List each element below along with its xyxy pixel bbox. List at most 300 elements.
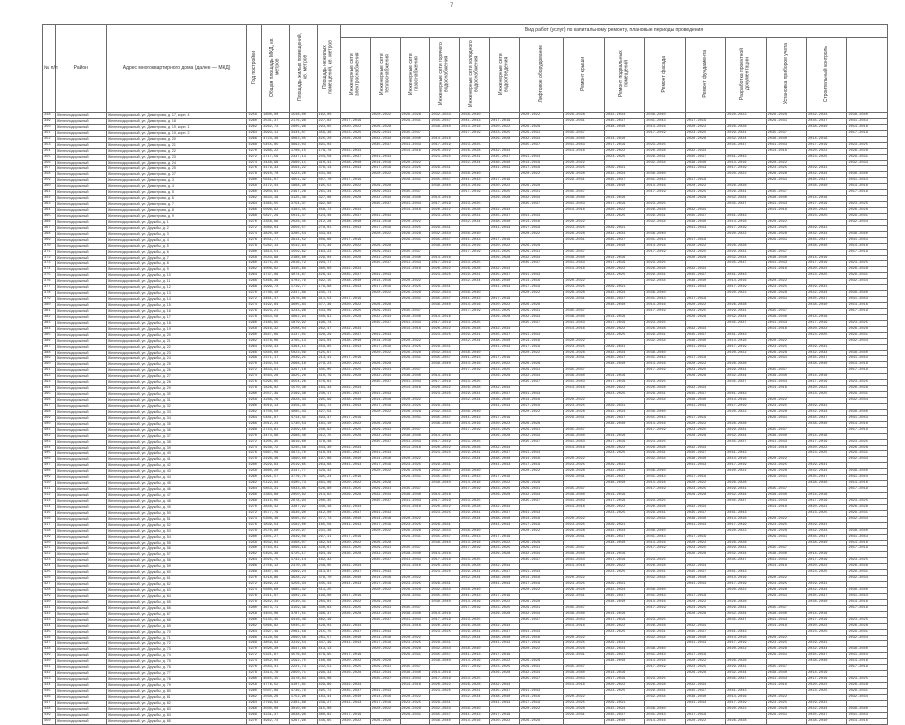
period-cell: 2023-2025 (645, 498, 685, 504)
nonliving-area-cell: 428,67 (317, 546, 340, 552)
period-cell: 2020-2022 (370, 528, 400, 534)
period-cell: 2032-2034 (430, 113, 460, 119)
total-area-cell: 3474,98 (262, 433, 290, 439)
period-cell: 2020-2022 (519, 588, 564, 594)
period-cell: 2020-2022 (340, 718, 370, 724)
address-cell: Железнодорожный, ул. Дружбы, д. 58 (106, 558, 246, 564)
row-number: 400 (43, 421, 56, 427)
period-cell: 2038-2040 (645, 469, 685, 475)
period-cell: 2038-2040 (604, 124, 644, 130)
period-cell: 2029-2031 (460, 392, 490, 398)
district-cell: Железнодорожный (55, 356, 106, 362)
period-cell: 2029-2031 (400, 475, 430, 481)
total-area-cell: 5321,67 (262, 653, 290, 659)
period-cell: 2029-2031 (430, 582, 460, 588)
total-area-cell: 5135,45 (262, 617, 290, 623)
row-number: 404 (43, 445, 56, 451)
period-cell: 2020-2022 (489, 124, 519, 130)
period-cell: 2026-2028 (340, 136, 370, 142)
period-cell: 2017-2019 (519, 344, 564, 350)
year-cell: 1970 (247, 148, 262, 154)
year-cell: 1974 (247, 516, 262, 522)
nonliving-area-cell: 491,03 (317, 142, 340, 148)
period-cell: 2014-2016 (564, 564, 604, 570)
district-cell: Железнодорожный (55, 504, 106, 510)
period-cell: 2026-2028 (766, 172, 806, 178)
period-cell: 2041-2043 (370, 154, 400, 160)
period-cell: 2014-2016 (847, 421, 888, 427)
period-cell: 2026-2028 (726, 540, 766, 546)
period-cell: 2041-2043 (460, 237, 490, 243)
period-cell: 2029-2031 (604, 700, 644, 706)
year-cell: 1972 (247, 582, 262, 588)
period-cell: 2017-2019 (460, 427, 490, 433)
period-cell: 2032-2034 (685, 504, 725, 510)
period-cell: 2032-2034 (847, 516, 888, 522)
address-cell: Железнодорожный, ул. Дружбы, д. 74 (106, 653, 246, 659)
period-cell: 2038-2040 (604, 243, 644, 249)
nonliving-area-cell: 359,38 (317, 130, 340, 136)
living-area-cell: 3754,37 (289, 202, 317, 208)
period-cell: 2020-2022 (370, 409, 400, 415)
year-cell: 1958 (247, 326, 262, 332)
row-number: 351 (43, 130, 56, 136)
living-area-cell: 3147,77 (289, 469, 317, 475)
period-cell: 2032-2034 (847, 694, 888, 700)
row-number: 425 (43, 570, 56, 576)
period-cell: 2017-2019 (604, 142, 644, 148)
address-cell: Железнодорожный, ул. Дружбы, д. 37 (106, 433, 246, 439)
period-cell: 2038-2040 (340, 694, 370, 700)
period-cell: 2014-2016 (807, 314, 847, 320)
period-cell: 2035-2037 (400, 546, 430, 552)
period-cell: 2026-2028 (370, 481, 400, 487)
living-area-cell: 1890,68 (289, 457, 317, 463)
row-number: 386 (43, 338, 56, 344)
period-cell: 2041-2043 (847, 297, 888, 303)
row-number: 407 (43, 463, 56, 469)
period-cell: 2038-2040 (564, 136, 604, 142)
address-cell: Железнодорожный, ул. Дружбы, д. 69 (106, 623, 246, 629)
district-cell: Железнодорожный (55, 629, 106, 635)
year-cell: 1962 (247, 623, 262, 629)
period-cell: 2026-2028 (489, 552, 519, 558)
address-cell: Железнодорожный, ул. Дружбы, д. 24 (106, 356, 246, 362)
period-cell: 2029-2031 (604, 403, 644, 409)
period-cell: 2023-2025 (847, 261, 888, 267)
row-number: 449 (43, 712, 56, 718)
period-cell: 2020-2022 (370, 706, 400, 712)
address-cell: Железнодорожный, ул. Димитрова, д. 4 (106, 184, 246, 190)
period-cell: 2026-2028 (400, 647, 430, 653)
period-cell: 2032-2034 (807, 231, 847, 237)
period-cell: 2038-2040 (766, 671, 806, 677)
period-cell: 2041-2043 (726, 688, 766, 694)
period-cell: 2041-2043 (726, 510, 766, 516)
period-cell: 2017-2019 (430, 202, 460, 208)
year-cell: 1966 (247, 493, 262, 499)
period-cell: 2026-2028 (400, 172, 430, 178)
total-area-cell: 2903,81 (262, 190, 290, 196)
total-area-cell: 3128,56 (262, 635, 290, 641)
period-cell: 2032-2034 (645, 279, 685, 285)
address-cell: Железнодорожный, ул. Дружбы, д. 49 (106, 504, 246, 510)
period-cell: 2026-2028 (726, 184, 766, 190)
period-cell: 2029-2031 (370, 427, 400, 433)
period-cell: 2035-2037 (766, 665, 806, 671)
district-cell: Железнодорожный (55, 249, 106, 255)
year-cell: 1974 (247, 160, 262, 166)
period-cell: 2023-2025 (685, 368, 725, 374)
period-cell: 2035-2037 (519, 261, 564, 267)
period-cell: 2035-2037 (489, 688, 519, 694)
period-cell: 2017-2019 (604, 380, 644, 386)
address-cell: Железнодорожный, ул. Димитрова, д. 9 (106, 213, 246, 219)
period-cell: 2041-2043 (847, 356, 888, 362)
period-cell: 2014-2016 (726, 160, 766, 166)
period-cell: 2020-2022 (370, 291, 400, 297)
period-cell: 2032-2034 (685, 445, 725, 451)
living-area-cell: 1708,15 (289, 148, 317, 154)
period-cell: 2026-2028 (726, 243, 766, 249)
living-area-cell: 2028,45 (289, 219, 317, 225)
period-cell: 2041-2043 (370, 273, 400, 279)
period-cell: 2023-2025 (430, 451, 460, 457)
period-cell: 2032-2034 (604, 291, 644, 297)
period-cell: 2041-2043 (519, 392, 564, 398)
period-cell: 2032-2034 (645, 398, 685, 404)
total-area-cell: 2743,61 (262, 427, 290, 433)
district-cell: Железнодорожный (55, 605, 106, 611)
period-cell: 2032-2034 (604, 350, 644, 356)
period-cell: 2026-2028 (685, 493, 725, 499)
period-cell: 2014-2016 (460, 718, 490, 724)
period-cell: 2041-2043 (460, 356, 490, 362)
district-cell: Железнодорожный (55, 415, 106, 421)
period-cell: 2029-2031 (604, 463, 644, 469)
period-cell: 2029-2031 (847, 332, 888, 338)
period-cell: 2035-2037 (807, 178, 847, 184)
row-number: 412 (43, 493, 56, 499)
period-cell: 2026-2028 (519, 718, 564, 724)
address-cell: Железнодорожный, ул. Дружбы, д. 4 (106, 237, 246, 243)
period-cell: 2029-2031 (564, 297, 604, 303)
district-cell: Железнодорожный (55, 332, 106, 338)
period-cell: 2020-2022 (489, 718, 519, 724)
living-area-cell: 2347,89 (289, 291, 317, 297)
row-number: 399 (43, 415, 56, 421)
living-area-cell: 2530,41 (289, 599, 317, 605)
period-cell: 2038-2040 (430, 421, 460, 427)
period-cell: 2029-2031 (807, 403, 847, 409)
period-cell: 2029-2031 (726, 308, 766, 314)
total-area-cell: 3301,27 (262, 534, 290, 540)
period-cell: 2023-2025 (460, 202, 490, 208)
address-cell: Железнодорожный, ул. Дружбы, д. 40 (106, 451, 246, 457)
period-cell: 2041-2043 (645, 534, 685, 540)
period-cell: 2029-2031 (564, 475, 604, 481)
period-cell: 2014-2016 (430, 255, 460, 261)
address-cell: Железнодорожный, ул. Дружбы, д. 35 (106, 421, 246, 427)
row-number: 444 (43, 683, 56, 689)
period-cell: 2020-2022 (519, 647, 564, 653)
period-cell: 2020-2022 (400, 219, 430, 225)
period-cell: 2035-2037 (685, 629, 725, 635)
period-cell: 2017-2019 (807, 439, 847, 445)
period-cell: 2035-2037 (807, 237, 847, 243)
period-cell: 2038-2040 (400, 136, 430, 142)
address-cell: Железнодорожный, ул. Димитрова, д. 3 (106, 178, 246, 184)
period-cell: 2014-2016 (847, 659, 888, 665)
period-cell: 2023-2025 (645, 380, 685, 386)
district-cell: Железнодорожный (55, 641, 106, 647)
period-cell: 2035-2037 (370, 498, 400, 504)
address-cell: Железнодорожный, ул. Дружбы, д. 75 (106, 659, 246, 665)
period-cell: 2014-2016 (604, 493, 644, 499)
period-cell: 2017-2019 (726, 344, 766, 350)
period-cell: 2026-2028 (489, 255, 519, 261)
total-area-cell: 1839,53 (262, 522, 290, 528)
period-cell: 2017-2019 (370, 166, 400, 172)
row-number: 379 (43, 297, 56, 303)
district-cell: Железнодорожный (55, 398, 106, 404)
period-cell: 2017-2019 (807, 320, 847, 326)
total-area-cell: 1852,04 (262, 659, 290, 665)
period-cell: 2038-2040 (645, 231, 685, 237)
period-cell: 2020-2022 (766, 338, 806, 344)
period-cell: 2041-2043 (685, 463, 725, 469)
nonliving-area-cell: 361,72 (317, 403, 340, 409)
period-cell: 2041-2043 (460, 475, 490, 481)
nonliving-area-cell: 429,89 (317, 683, 340, 689)
period-cell: 2026-2028 (340, 433, 370, 439)
total-area-cell: 4192,84 (262, 303, 290, 309)
district-cell: Железнодорожный (55, 599, 106, 605)
period-cell: 2035-2037 (726, 380, 766, 386)
living-area-cell: 2656,57 (289, 225, 317, 231)
period-cell: 2017-2019 (685, 415, 725, 421)
period-cell: 2026-2028 (766, 231, 806, 237)
work-header-7: Лифтовое оборудование (519, 38, 564, 113)
row-number: 441 (43, 665, 56, 671)
total-area-cell: 1826,02 (262, 386, 290, 392)
period-cell: 2038-2040 (340, 279, 370, 285)
total-area-cell: 2358,66 (262, 219, 290, 225)
period-cell: 2035-2037 (489, 332, 519, 338)
period-cell: 2041-2043 (400, 202, 430, 208)
period-cell: 2041-2043 (847, 593, 888, 599)
year-cell: 1966 (247, 136, 262, 142)
period-cell: 2014-2016 (604, 552, 644, 558)
period-cell: 2014-2016 (807, 374, 847, 380)
address-cell: Железнодорожный, ул. Димитрова, д. 6 (106, 196, 246, 202)
period-cell: 2017-2019 (847, 487, 888, 493)
year-cell: 1958 (247, 683, 262, 689)
row-number: 361 (43, 190, 56, 196)
period-cell: 2032-2034 (807, 706, 847, 712)
period-cell: 2023-2025 (645, 142, 685, 148)
district-cell: Железнодорожный (55, 439, 106, 445)
period-cell: 2017-2019 (370, 344, 400, 350)
living-area-cell: 2381,88 (289, 700, 317, 706)
row-number: 405 (43, 451, 56, 457)
period-cell: 2035-2037 (340, 154, 370, 160)
period-cell: 2026-2028 (489, 136, 519, 142)
period-cell: 2035-2037 (519, 558, 564, 564)
row-number: 430 (43, 599, 56, 605)
period-cell: 2026-2028 (400, 706, 430, 712)
period-cell: 2014-2016 (604, 374, 644, 380)
district-cell: Железнодорожный (55, 219, 106, 225)
period-cell: 2038-2040 (685, 279, 725, 285)
period-cell: 2038-2040 (460, 113, 490, 119)
year-cell: 1972 (247, 368, 262, 374)
period-cell: 2017-2019 (726, 463, 766, 469)
district-cell: Железнодорожный (55, 374, 106, 380)
address-cell: Железнодорожный, ул. Дружбы, д. 63 (106, 588, 246, 594)
period-cell: 2014-2016 (400, 208, 430, 214)
period-cell: 2026-2028 (564, 172, 604, 178)
total-area-cell: 4378,06 (262, 338, 290, 344)
period-cell: 2035-2037 (370, 202, 400, 208)
period-cell: 2032-2034 (726, 314, 766, 320)
period-cell: 2017-2019 (807, 261, 847, 267)
period-cell: 2032-2034 (807, 647, 847, 653)
period-cell: 2035-2037 (400, 427, 430, 433)
period-cell: 2041-2043 (340, 344, 370, 350)
period-cell: 2032-2034 (340, 326, 370, 332)
period-cell: 2020-2022 (766, 635, 806, 641)
period-cell: 2038-2040 (766, 433, 806, 439)
period-cell: 2035-2037 (489, 570, 519, 576)
period-cell: 2017-2019 (519, 285, 564, 291)
period-cell: 2023-2025 (430, 273, 460, 279)
period-cell: 2032-2034 (370, 136, 400, 142)
period-cell: 2041-2043 (685, 225, 725, 231)
period-cell: 2041-2043 (564, 380, 604, 386)
period-cell: 2038-2040 (400, 671, 430, 677)
period-cell: 2020-2022 (430, 504, 460, 510)
period-cell: 2029-2031 (400, 593, 430, 599)
period-cell: 2041-2043 (726, 392, 766, 398)
period-cell: 2026-2028 (519, 599, 564, 605)
period-cell: 2035-2037 (430, 297, 460, 303)
year-cell: 1960 (247, 332, 262, 338)
period-cell: 2017-2019 (604, 558, 644, 564)
period-cell: 2041-2043 (370, 213, 400, 219)
year-cell: 1980 (247, 178, 262, 184)
period-cell: 2032-2034 (807, 528, 847, 534)
nonliving-area-cell: 493,37 (317, 415, 340, 421)
period-cell: 2017-2019 (847, 130, 888, 136)
period-cell: 2029-2031 (400, 297, 430, 303)
period-cell: 2038-2040 (766, 552, 806, 558)
living-area-cell: 1559,62 (289, 249, 317, 255)
period-cell: 2029-2031 (807, 522, 847, 528)
address-cell: Железнодорожный, ул. Дружбы, д. 71 (106, 635, 246, 641)
period-cell: 2017-2019 (645, 487, 685, 493)
year-cell: 1966 (247, 350, 262, 356)
period-cell: 2020-2022 (726, 231, 766, 237)
year-cell: 1976 (247, 665, 262, 671)
period-cell: 2026-2028 (685, 433, 725, 439)
year-cell: 1958 (247, 113, 262, 119)
row-number: 359 (43, 178, 56, 184)
nonliving-area-cell: 329,42 (317, 469, 340, 475)
period-cell: 2023-2025 (400, 225, 430, 231)
period-cell: 2032-2034 (685, 326, 725, 332)
period-cell: 2032-2034 (726, 552, 766, 558)
period-cell: 2026-2028 (847, 683, 888, 689)
period-cell: 2017-2019 (645, 427, 685, 433)
nonliving-area-cell: 230,17 (317, 392, 340, 398)
period-cell: 2032-2034 (726, 255, 766, 261)
period-cell: 2038-2040 (564, 433, 604, 439)
period-cell: 2014-2016 (604, 196, 644, 202)
district-cell: Железнодорожный (55, 320, 106, 326)
period-cell: 2026-2028 (460, 267, 490, 273)
period-cell: 2014-2016 (726, 516, 766, 522)
address-cell: Железнодорожный, ул. Дружбы, д. 81 (106, 694, 246, 700)
year-cell: 1966 (247, 635, 262, 641)
nonliving-area-cell: 311,53 (317, 297, 340, 303)
period-cell: 2023-2025 (807, 213, 847, 219)
period-cell: 2020-2022 (430, 683, 460, 689)
period-cell: 2020-2022 (489, 481, 519, 487)
living-area-cell: 3914,52 (289, 237, 317, 243)
year-cell: 1978 (247, 314, 262, 320)
period-cell: 2029-2031 (766, 475, 806, 481)
row-number: 421 (43, 546, 56, 552)
row-number: 436 (43, 635, 56, 641)
period-cell: 2032-2034 (807, 113, 847, 119)
district-cell: Железнодорожный (55, 588, 106, 594)
period-cell: 2035-2037 (766, 190, 806, 196)
year-cell: 1980 (247, 392, 262, 398)
living-area-cell: 3137,01 (289, 332, 317, 338)
period-cell: 2038-2040 (489, 338, 519, 344)
period-cell: 2035-2037 (340, 688, 370, 694)
period-cell: 2017-2019 (604, 439, 644, 445)
living-area-cell: 2039,21 (289, 356, 317, 362)
district-cell: Железнодорожный (55, 516, 106, 522)
period-cell: 2014-2016 (807, 671, 847, 677)
period-cell: 2032-2034 (645, 576, 685, 582)
living-area-cell: 2359,50 (289, 427, 317, 433)
period-cell: 2020-2022 (430, 208, 460, 214)
row-number: 394 (43, 386, 56, 392)
period-cell: 2014-2016 (564, 445, 604, 451)
district-cell: Железнодорожный (55, 279, 106, 285)
work-header-14: Строительный контроль (807, 38, 847, 113)
total-area-cell: 2583,41 (262, 665, 290, 671)
period-cell: 2017-2019 (519, 403, 564, 409)
period-cell: 2032-2034 (685, 267, 725, 273)
district-cell: Железнодорожный (55, 130, 106, 136)
year-cell: 1972 (247, 653, 262, 659)
living-area-cell: 4873,70 (289, 451, 317, 457)
period-cell: 2020-2022 (604, 326, 644, 332)
year-cell: 1976 (247, 237, 262, 243)
address-cell: Железнодорожный, ул. Дружбы, д. 26 (106, 368, 246, 374)
period-cell: 2020-2022 (340, 421, 370, 427)
period-cell: 2032-2034 (340, 623, 370, 629)
district-cell: Железнодорожный (55, 540, 106, 546)
nonliving-area-cell: 495,71 (317, 688, 340, 694)
period-cell: 2023-2025 (807, 392, 847, 398)
period-cell: 2026-2028 (564, 350, 604, 356)
year-cell: 1960 (247, 261, 262, 267)
